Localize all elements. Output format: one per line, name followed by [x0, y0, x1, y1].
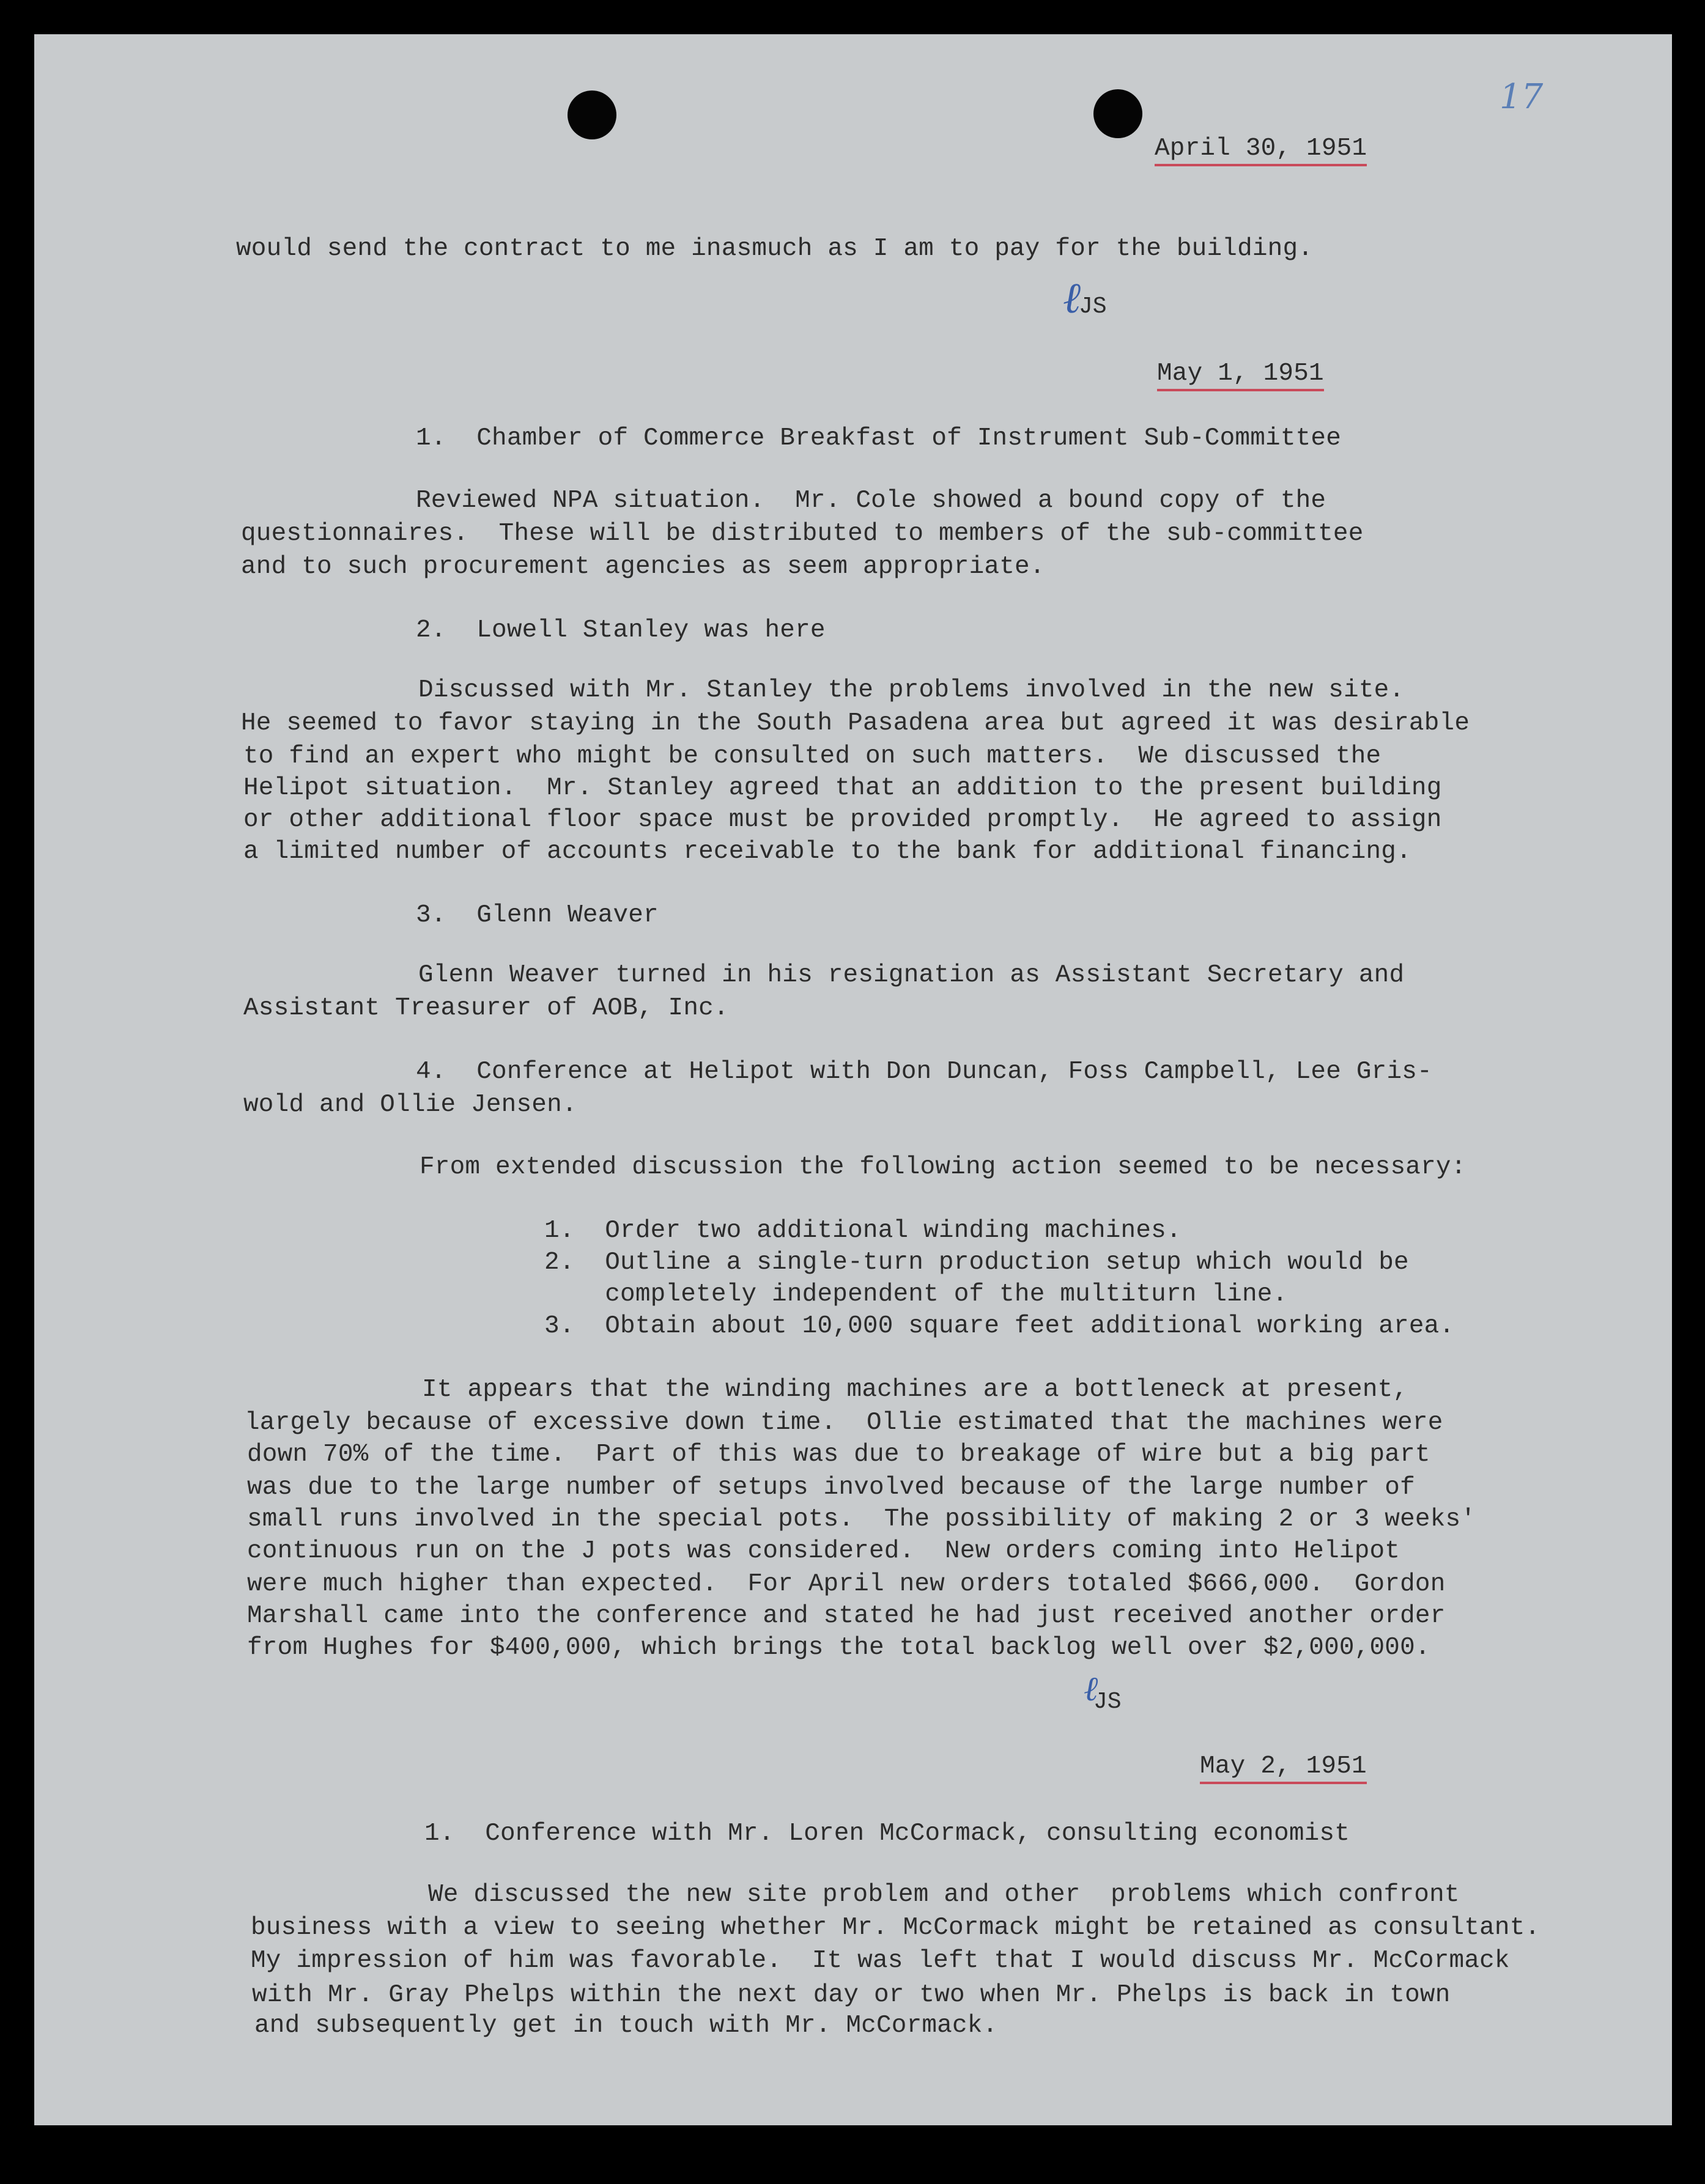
text-line: business with a view to seeing whether Mr. McCormack might be retained as consultant.	[251, 1914, 1540, 1942]
text-line: continuous run on the J pots was considered. New orders coming into Helipot	[247, 1537, 1400, 1565]
text-line: Discussed with Mr. Stanley the problems involved in the new site.	[418, 676, 1405, 704]
typed-initials: JS	[1079, 293, 1107, 320]
punch-hole-left	[568, 90, 616, 139]
text-line: were much higher than expected. For April new orders totaled $666,000. Gordon	[247, 1570, 1446, 1598]
list-item: 2. Outline a single-turn production setup which would be	[544, 1249, 1409, 1277]
entry-date: April 30, 1951	[1155, 135, 1367, 166]
page-number: 17	[1500, 77, 1544, 117]
text-line: with Mr. Gray Phelps within the next day or two when Mr. Phelps is back in town	[252, 1981, 1451, 2009]
item-heading: 1. Conference with Mr. Loren McCormack, consulting economist	[424, 1820, 1350, 1848]
text-line: He seemed to favor staying in the South Pasadena area but agreed it was desirable	[241, 709, 1470, 737]
text-line: small runs involved in the special pots. The possibility of making 2 or 3 weeks'	[247, 1505, 1476, 1533]
text-line: or other additional floor space must be provided promptly. He agreed to assign	[243, 806, 1442, 834]
entry-date: May 1, 1951	[1157, 360, 1324, 391]
text-line: and subsequently get in touch with Mr. McCormack.	[254, 2012, 998, 2040]
item-heading: wold and Ollie Jensen.	[243, 1091, 577, 1119]
punch-hole-right	[1093, 89, 1142, 138]
text-line: to find an expert who might be consulted on such matters. We discussed the	[243, 742, 1381, 770]
text-line: Reviewed NPA situation. Mr. Cole showed a bound copy of the	[416, 487, 1326, 515]
text-line: a limited number of accounts receivable to the bank for additional financing.	[243, 838, 1411, 866]
text-line: Assistant Treasurer of AOB, Inc.	[243, 994, 729, 1022]
text-line: We discussed the new site problem and other problems which confront	[428, 1881, 1460, 1909]
handwritten-initial-mark: ℓ	[1063, 273, 1081, 323]
handwritten-initial-mark: ℓ	[1084, 1669, 1098, 1709]
text-line: questionnaires. These will be distributed to members of the sub-committee	[241, 520, 1364, 548]
text-line: and to such procurement agencies as seem appropriate.	[241, 553, 1045, 581]
item-heading: 3. Glenn Weaver	[416, 901, 659, 929]
text-line: Glenn Weaver turned in his resignation as Assistant Secretary and	[418, 961, 1405, 989]
list-item: 1. Order two additional winding machines.	[544, 1217, 1182, 1245]
item-heading: 1. Chamber of Commerce Breakfast of Instrument Sub-Committee	[416, 424, 1342, 452]
text-line: down 70% of the time. Part of this was due to breakage of wire but a big part	[247, 1441, 1430, 1469]
list-item: completely independent of the multiturn line.	[544, 1280, 1288, 1308]
text-line: Marshall came into the conference and stated he had just received another order	[247, 1602, 1446, 1630]
text-line: from Hughes for $400,000, which brings the total backlog well over $2,000,000.	[247, 1634, 1430, 1662]
typed-initials: JS	[1093, 1689, 1122, 1715]
text-line: From extended discussion the following action seemed to be necessary:	[420, 1153, 1466, 1181]
item-heading: 2. Lowell Stanley was here	[416, 616, 826, 644]
text-line: It appears that the winding machines are a bottleneck at present,	[422, 1376, 1408, 1404]
text-line: My impression of him was favorable. It was left that I would discuss Mr. McCormack	[251, 1947, 1510, 1975]
text-line: was due to the large number of setups involved because of the large number of	[247, 1474, 1415, 1502]
list-item: 3. Obtain about 10,000 square feet additional working area.	[544, 1312, 1455, 1340]
text-line: Helipot situation. Mr. Stanley agreed that an addition to the present building	[243, 774, 1442, 802]
text-line: would send the contract to me inasmuch as I am to pay for the building.	[236, 235, 1314, 263]
item-heading: 4. Conference at Helipot with Don Duncan, Foss Campbell, Lee Gris-	[416, 1058, 1432, 1086]
entry-date: May 2, 1951	[1200, 1752, 1367, 1784]
text-line: largely because of excessive down time. Ollie estimated that the machines were	[245, 1409, 1443, 1437]
